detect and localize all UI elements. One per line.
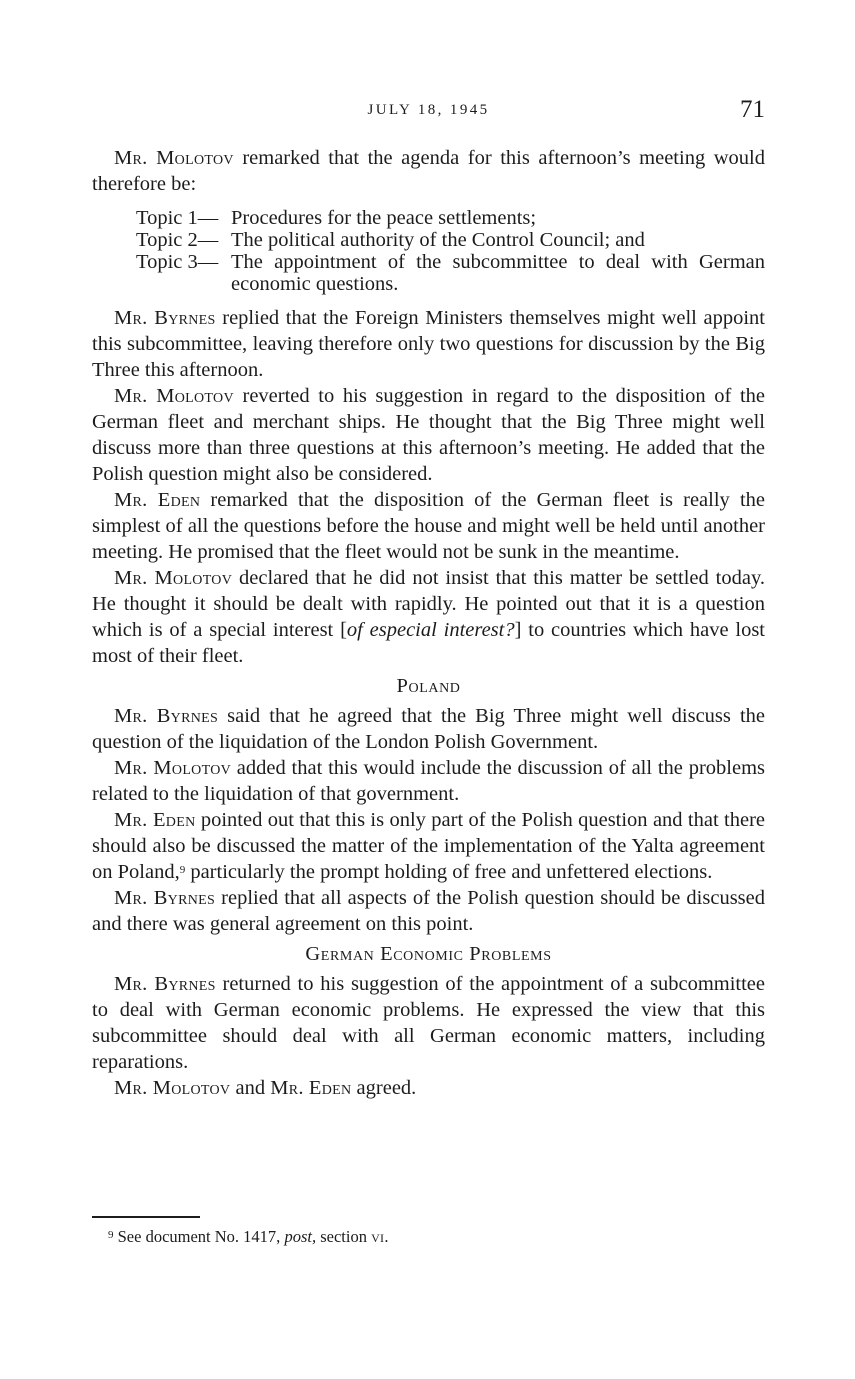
topic-label: Topic 2—	[136, 229, 219, 251]
editorial-insertion: of especial interest?	[346, 619, 515, 641]
speaker-name: Molotov	[153, 757, 232, 779]
paragraph	[92, 807, 765, 885]
running-title: JULY 18, 1945	[367, 102, 490, 118]
page-header	[92, 96, 765, 126]
paragraph	[92, 145, 765, 197]
footnote	[108, 1227, 389, 1247]
paragraph	[92, 971, 765, 1075]
page-number: 71	[740, 96, 765, 123]
speaker-title: Mr.	[114, 489, 148, 511]
speaker-title: Mr.	[114, 705, 148, 727]
footnote-italic: post,	[284, 1227, 317, 1246]
paragraph	[92, 703, 765, 755]
topic-text: The political authority of the Control Council; and	[231, 229, 645, 251]
speaker-title: Mr.	[114, 307, 148, 329]
speaker-name: Byrnes	[154, 307, 216, 329]
paragraph	[92, 565, 765, 669]
speaker-name: Molotov	[152, 1077, 231, 1099]
speaker-name: Molotov	[156, 147, 234, 169]
footnote-reference[interactable]: 9	[179, 864, 186, 876]
paragraph-text: replied that the Foreign Ministers themselves might well appoint this subcommittee, leaving therefore only two questions for discussion by the Big Three this afternoon.	[92, 307, 765, 381]
paragraph-text: declared that he did not insist that this matter be settled today. He thought it should be dealt with rapidly. He pointed out that it is a question which is of a special interest [	[92, 567, 766, 641]
topic-text: Procedures for the peace settlements;	[231, 207, 537, 229]
paragraph	[92, 755, 765, 807]
speaker-name: Molotov	[154, 567, 233, 589]
footnote-text: section	[316, 1227, 372, 1246]
speaker-name: Byrnes	[153, 887, 216, 909]
speaker-title: Mr.	[114, 757, 148, 779]
speaker-name: Molotov	[156, 385, 234, 407]
paragraph	[92, 487, 765, 565]
footnote-marker: 9	[108, 1229, 114, 1241]
section-heading-poland: Poland	[396, 675, 461, 697]
paragraph-text: said that he agreed that the Big Three might well discuss the question of the liquidation of the London Polish Government.	[92, 705, 766, 753]
paragraph-text: and	[230, 1077, 271, 1099]
speaker-name: Eden	[157, 489, 201, 511]
agenda-topic	[136, 207, 765, 229]
agenda-topic	[136, 251, 765, 295]
speaker-name: Byrnes	[154, 973, 216, 995]
topic-label: Topic 1—	[136, 207, 219, 229]
paragraph-text: added that this would include the discussion of all the problems related to the liquidation of that government.	[92, 757, 765, 805]
body-text	[92, 145, 765, 1101]
speaker-name: Eden	[152, 809, 196, 831]
paragraph	[92, 305, 765, 383]
footnote-text: See document No. 1417,	[113, 1227, 285, 1246]
footnote-divider	[92, 1216, 200, 1218]
paragraph	[92, 383, 765, 487]
paragraph	[92, 1075, 765, 1101]
footnote-section: vi.	[371, 1227, 389, 1246]
speaker-title: Mr.	[114, 887, 148, 909]
speaker-title: Mr.	[114, 147, 148, 169]
paragraph	[92, 885, 765, 937]
speaker-title: Mr.	[270, 1077, 304, 1099]
paragraph-text: particularly the prompt holding of free and unfettered elections.	[185, 861, 713, 883]
paragraph-text: returned to his suggestion of the appointment of a subcommittee to deal with German economic problems. He expressed the view that this subcommittee should deal with all German economic matters, including reparations.	[92, 973, 766, 1073]
paragraph-text: agreed.	[351, 1077, 417, 1099]
paragraph-text: remarked that the agenda for this afternoon’s meeting would therefore be:	[92, 147, 765, 195]
agenda-topics	[136, 207, 765, 295]
speaker-name: Byrnes	[156, 705, 219, 727]
speaker-title: Mr.	[114, 567, 148, 589]
paragraph-text: reverted to his suggestion in regard to the disposition of the German fleet and merchant ships. He thought that the Big Three might well discuss more than three questions at this afternoon’s meeting. He added that the Polish question might also be considered.	[92, 385, 765, 485]
speaker-title: Mr.	[114, 1077, 148, 1099]
paragraph-text: pointed out that this is only part of the Polish question and that there should also be discussed the matter of the implementation of the Yalta agreement on Poland,	[92, 809, 766, 883]
speaker-title: Mr.	[114, 385, 148, 407]
speaker-name: Eden	[308, 1077, 352, 1099]
speaker-title: Mr.	[114, 973, 148, 995]
paragraph-text: replied that all aspects of the Polish question should be discussed and there was general agreement on this point.	[92, 887, 765, 935]
topic-text: The appointment of the subcommittee to deal with German economic questions.	[231, 251, 765, 295]
paragraph-text: ] to countries which have lost most of their fleet.	[92, 619, 765, 667]
section-heading-german-economic-problems: German Economic Problems	[305, 943, 552, 965]
agenda-topic	[136, 229, 765, 251]
paragraph-text: remarked that the disposition of the German fleet is really the simplest of all the questions before the house and might well be held until another meeting. He promised that the fleet would not be sunk in the meantime.	[92, 489, 765, 563]
speaker-title: Mr.	[114, 809, 148, 831]
topic-label: Topic 3—	[136, 251, 219, 273]
